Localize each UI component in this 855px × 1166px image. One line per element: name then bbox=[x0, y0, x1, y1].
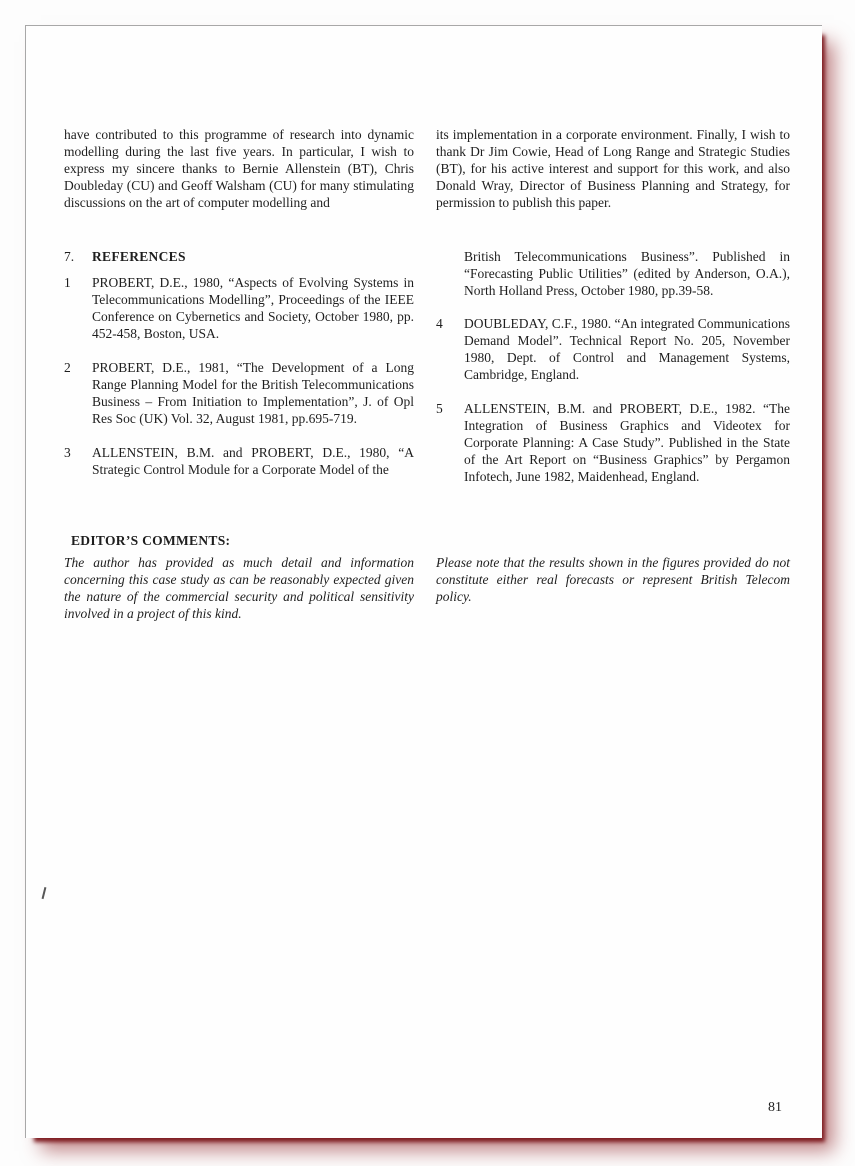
editors-comments-section bbox=[64, 532, 789, 622]
editors-comments-right-note: Please note that the results shown in the figures provided do not constitute either real forecasts or represent British Telecom policy. bbox=[436, 555, 790, 604]
reference-number: 2 bbox=[64, 360, 71, 375]
editors-comments-left-column bbox=[64, 532, 414, 622]
reference-item-4 bbox=[436, 315, 790, 383]
reference-3-continuation: British Telecommunications Business”. Published in “Forecasting Public Utilities” (edited by Anderson, O.A.), North Holland Press, October 1980, pp.39-58. bbox=[464, 249, 790, 298]
reference-text: ALLENSTEIN, B.M. and PROBERT, D.E., 1980, “A Strategic Control Module for a Corporate Model of the bbox=[92, 445, 414, 477]
editors-comments-right-column bbox=[436, 532, 790, 622]
reference-item-3 bbox=[64, 444, 414, 478]
reference-text: PROBERT, D.E., 1980, “Aspects of Evolving Systems in Telecommunications Modelling”, Proceedings of the IEEE Conference on Cybernetics and Society, October 1980, pp. 452-458, Boston, USA. bbox=[92, 275, 414, 341]
reference-item-2 bbox=[64, 359, 414, 427]
reference-number: 3 bbox=[64, 445, 71, 460]
references-heading bbox=[64, 248, 414, 265]
page-number: 81 bbox=[768, 1100, 782, 1115]
reference-text: PROBERT, D.E., 1981, “The Development of a Long Range Planning Model for the British Telecommunications Business – From Initiation to Implementation”, J. of Opl Res Soc (UK) Vol. 32, August 1981, pp.695-719. bbox=[92, 360, 414, 426]
document-page bbox=[25, 25, 822, 1138]
reference-number: 4 bbox=[436, 316, 443, 331]
acknowledgements-left-paragraph: have contributed to this programme of research into dynamic modelling during the last five years. In particular, I wish to express my sincere thanks to Bernie Allenstein (BT), Chris Doubleday (CU) and Geoff Walsham (CU) for many stimulating discussions on the art of computer modelling and bbox=[64, 127, 414, 210]
references-left-column bbox=[64, 248, 414, 502]
reference-text: ALLENSTEIN, B.M. and PROBERT, D.E., 1982. “The Integration of Business Graphics and Videotex for Corporate Planning: A Case Study”. Published in the State of the Art Report on “Business Graphics” by Pergamon Infotech, June 1982, Maidenhead, England. bbox=[464, 401, 790, 484]
acknowledgements-right-paragraph: its implementation in a corporate environment. Finally, I wish to thank Dr Jim Cowie, Head of Long Range and Strategic Studies (BT), for his active interest and support for this work, and also Donald Wray, Director of Business Planning and Strategy, for permission to publish this paper. bbox=[436, 127, 790, 210]
references-section bbox=[64, 248, 789, 502]
reference-item-5 bbox=[436, 400, 790, 485]
acknowledgements-section bbox=[64, 126, 789, 211]
references-section-number: 7. bbox=[64, 249, 75, 264]
editors-comments-left-note: The author has provided as much detail and information concerning this case study as can be reasonably expected given the nature of the commercial security and political sensitivity involved in a project of this kind. bbox=[64, 555, 414, 621]
references-right-column bbox=[436, 248, 790, 502]
reference-item-1 bbox=[64, 274, 414, 342]
reference-text: DOUBLEDAY, C.F., 1980. “An integrated Communications Demand Model”. Technical Report No. 205, November 1980, Dept. of Control and Management Systems, Cambridge, England. bbox=[464, 316, 790, 382]
reference-number: 1 bbox=[64, 275, 71, 290]
reference-number: 5 bbox=[436, 401, 443, 416]
scan-artifact-mark bbox=[42, 887, 46, 899]
page-content bbox=[26, 26, 822, 622]
editors-comments-heading: EDITOR’S COMMENTS: bbox=[71, 533, 231, 548]
references-heading-text: REFERENCES bbox=[92, 249, 186, 264]
